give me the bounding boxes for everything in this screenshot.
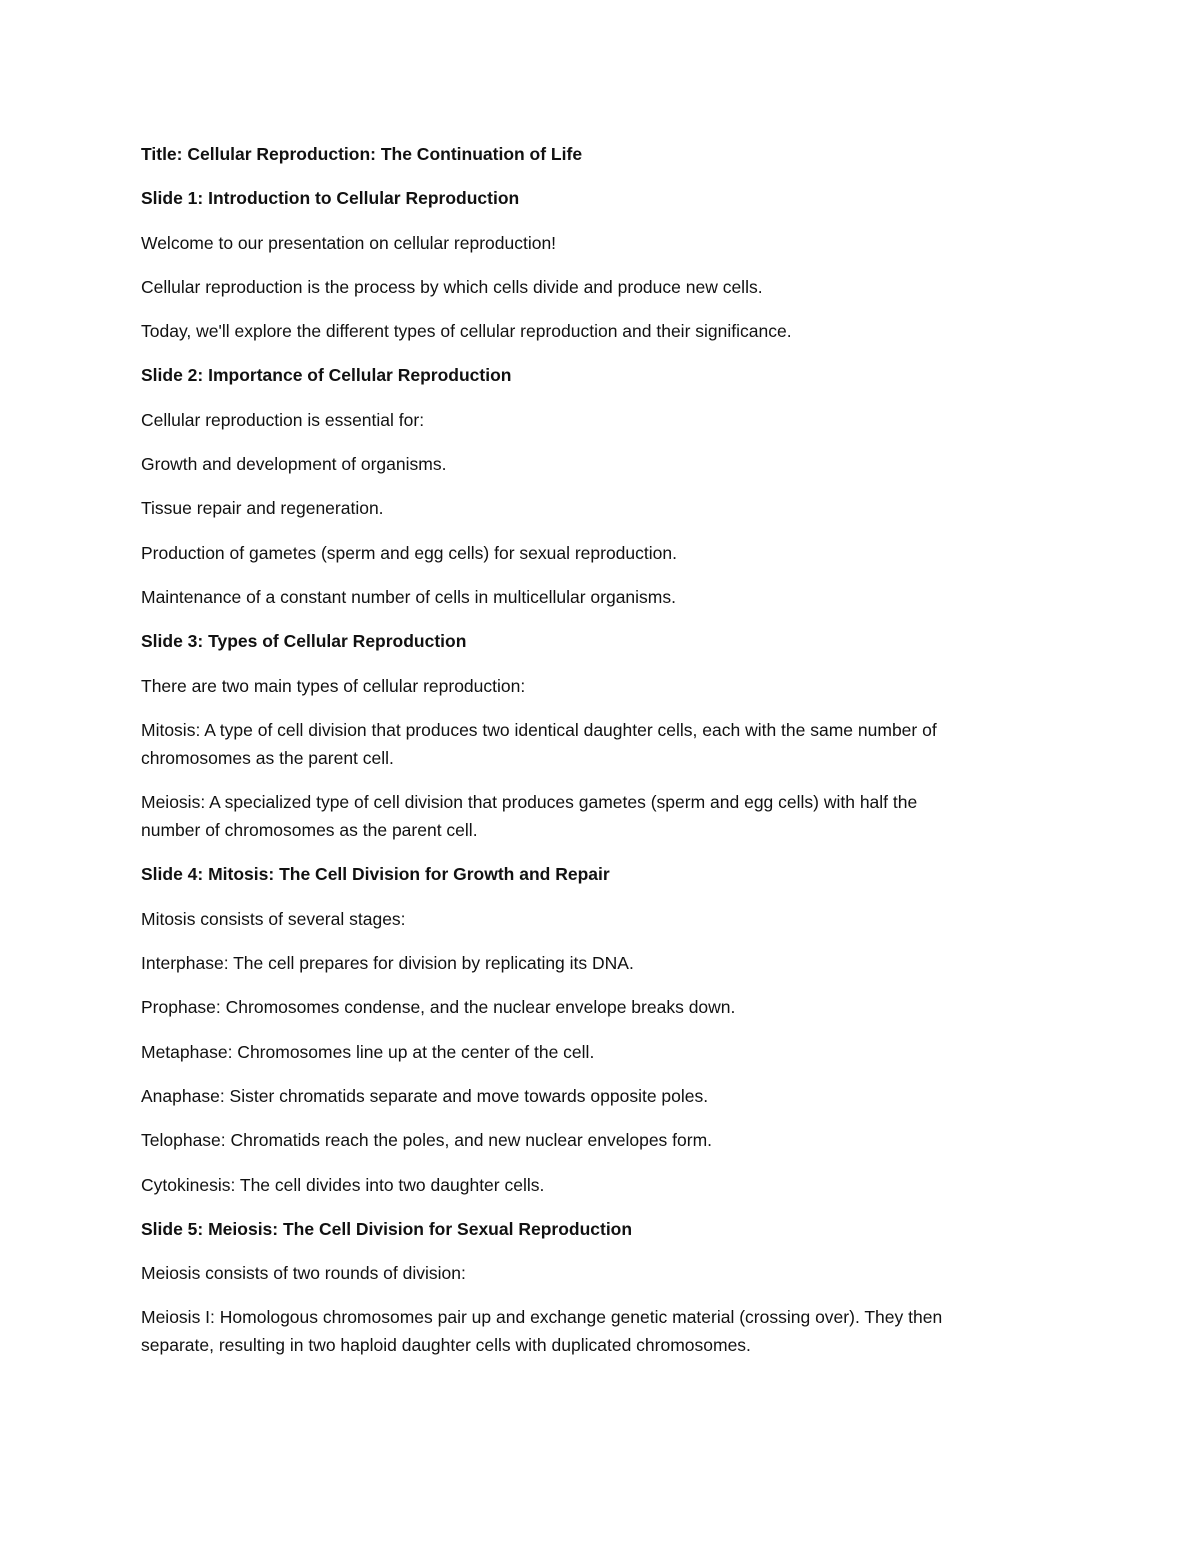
paragraph: Growth and development of organisms. <box>141 454 447 475</box>
paragraph: Maintenance of a constant number of cells in multicellular organisms. <box>141 586 676 607</box>
paragraph: Metaphase: Chromosomes line up at the center of the cell. <box>141 1041 595 1062</box>
paragraph: Production of gametes (sperm and egg cells) for sexual reproduction. <box>141 542 677 563</box>
paragraph: Meiosis consists of two rounds of division: <box>141 1263 466 1284</box>
section-heading: Slide 3: Types of Cellular Reproduction <box>141 631 467 652</box>
paragraph: There are two main types of cellular reproduction: <box>141 675 526 696</box>
paragraph: Mitosis: A type of cell division that produces two identical daughter cells, each with the same number of chromosomes as the parent cell. <box>141 719 937 768</box>
section-heading: Slide 5: Meiosis: The Cell Division for Sexual Reproduction <box>141 1218 633 1239</box>
paragraph: Interphase: The cell prepares for division by replicating its DNA. <box>141 953 634 974</box>
paragraph: Prophase: Chromosomes condense, and the nuclear envelope breaks down. <box>141 997 736 1018</box>
document-page <box>141 140 1121 1376</box>
paragraph: Meiosis I: Homologous chromosomes pair up and exchange genetic material (crossing over). They then separate, resulting in two haploid daughter cells with duplicated chromosomes. <box>141 1307 943 1356</box>
paragraph: Today, we'll explore the different types of cellular reproduction and their significance. <box>141 321 792 342</box>
document-title: Title: Cellular Reproduction: The Continuation of Life <box>141 144 583 164</box>
paragraph: Welcome to our presentation on cellular reproduction! <box>141 232 557 253</box>
paragraph: Anaphase: Sister chromatids separate and move towards opposite poles. <box>141 1085 709 1106</box>
section-heading: Slide 1: Introduction to Cellular Reproduction <box>141 188 520 209</box>
paragraph: Mitosis consists of several stages: <box>141 908 406 929</box>
paragraph: Cytokinesis: The cell divides into two daughter cells. <box>141 1174 545 1195</box>
paragraph: Cellular reproduction is essential for: <box>141 409 425 430</box>
document-body <box>141 184 1121 1359</box>
paragraph: Cellular reproduction is the process by which cells divide and produce new cells. <box>141 276 763 297</box>
section-heading: Slide 2: Importance of Cellular Reproduction <box>141 365 512 386</box>
paragraph: Telophase: Chromatids reach the poles, and new nuclear envelopes form. <box>141 1130 713 1151</box>
section-heading: Slide 4: Mitosis: The Cell Division for Growth and Repair <box>141 864 610 885</box>
paragraph: Tissue repair and regeneration. <box>141 498 384 519</box>
paragraph: Meiosis: A specialized type of cell division that produces gametes (sperm and egg cells) with half the number of chromosomes as the parent cell. <box>141 792 918 841</box>
